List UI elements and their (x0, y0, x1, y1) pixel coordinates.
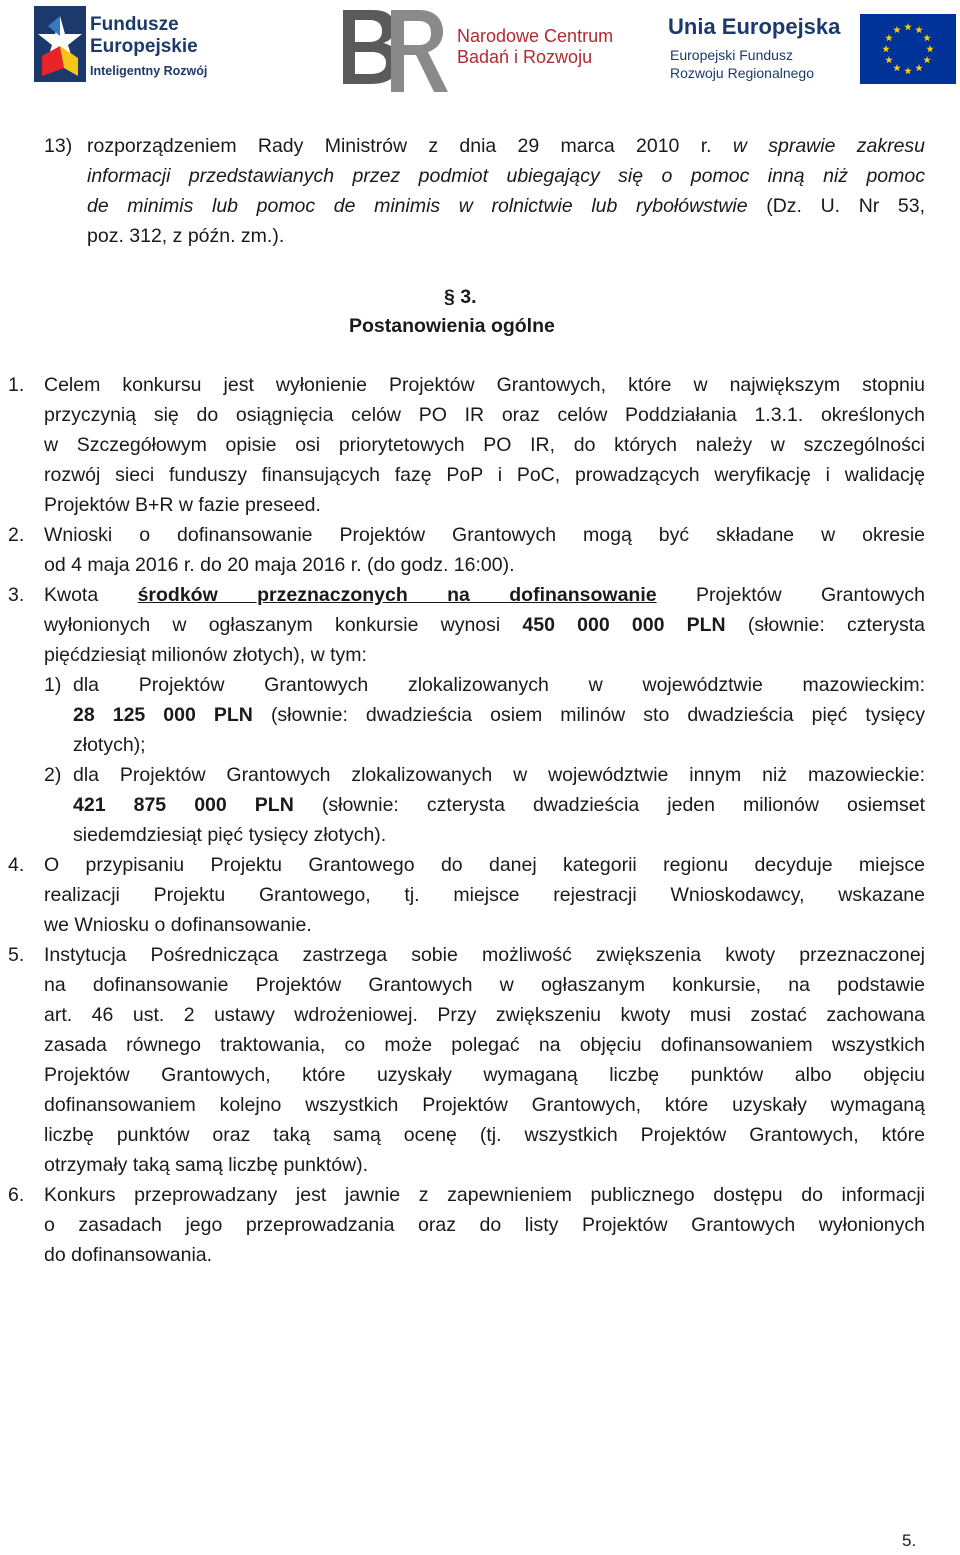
p2-line-1: Wnioski o dofinansowanie Projektów Grantowych mogą być składane w okresie (44, 524, 925, 546)
fundusze-europejskie-logo (34, 6, 234, 88)
p5-line-4: zasada równego traktowania, co może polegać na objęciu dofinansowaniem wszystkich (44, 1034, 925, 1056)
p1-line-5: Projektów B+R w fazie preseed. (44, 494, 321, 516)
eu-flag-icon (860, 14, 956, 84)
p6-line-2: o zasadach jego przeprowadzania oraz do listy Projektów Grantowych wyłonionych (44, 1214, 925, 1236)
p1-line-4: rozwój sieci funduszy finansujących fazę PoP i PoC, prowadzących weryfikację i walidację (44, 464, 925, 486)
p2-number: 2. (8, 524, 25, 546)
p3-s1-line-3: złotych); (73, 734, 146, 756)
ncbr-line2: Badań i Rozwoju (457, 47, 593, 67)
ue-sub-line1: Europejski Fundusz (670, 47, 793, 63)
ncbr-logo (335, 4, 614, 96)
page-number: 5. (902, 1531, 917, 1550)
prev-line-3b: (Dz. U. Nr 53, (766, 195, 925, 217)
p3-s1-line-2a: 28 125 000 PLN (73, 704, 253, 726)
fe-line1: Fundusze (90, 14, 179, 35)
p5-line-6: dofinansowaniem kolejno wszystkich Projektów Grantowych, które uzyskały wymaganą (44, 1094, 925, 1116)
prev-line-2: informacji przedstawianych przez podmiot ubiegający się o pomoc inną niż pomoc (87, 165, 925, 187)
p3-line-1a: Kwota (44, 584, 99, 606)
prev-line-3 (87, 191, 925, 221)
prev-line-1b: w sprawie zakresu (732, 135, 926, 157)
unia-europejska-logo (668, 6, 960, 92)
p6-number: 6. (8, 1184, 25, 1206)
fe-star-emblem-icon (34, 6, 86, 82)
p3-number: 3. (8, 584, 25, 606)
p3-s1-number: 1) (44, 674, 62, 696)
p3-line-3: pięćdziesiąt milionów złotych), w tym: (44, 644, 367, 666)
p3-line-1c: Projektów Grantowych (695, 584, 925, 606)
p1-line-2: przyczynią się do osiągnięcia celów PO IR oraz celów Poddziałania 1.3.1. określonych (44, 404, 925, 426)
p3-s2-line-2a: 421 875 000 PLN (73, 794, 294, 816)
p5-line-8: otrzymały taką samą liczbę punktów). (44, 1154, 369, 1176)
prev-line-3a: de minimis lub pomoc de minimis w rolnictwie lub rybołówstwie (87, 195, 748, 217)
p1-line-3: w Szczegółowym opisie osi priorytetowych PO IR, do których należy w szczególności (44, 434, 925, 456)
p5-line-1: Instytucja Pośrednicząca zastrzega sobie możliwość zwiększenia kwoty przeznaczonej (44, 944, 925, 966)
p3-s2-line-3: siedemdziesiąt pięć tysięcy złotych). (73, 824, 387, 846)
p4-number: 4. (8, 854, 25, 876)
p5-line-7: liczbę punktów oraz taką samą ocenę (tj. wszystkich Projektów Grantowych, które (44, 1124, 925, 1146)
p4-line-1: O przypisaniu Projektu Grantowego do danej kategorii regionu decyduje miejsce (44, 854, 925, 876)
p3-line-2a: wyłonionych w ogłaszanym konkursie wynosi (44, 614, 501, 636)
p3-line-2 (44, 610, 925, 640)
fe-subtitle: Inteligentny Rozwój (90, 64, 208, 78)
p3-line-1b: środków przeznaczonych na dofinansowanie (137, 584, 657, 606)
p3-s2-number: 2) (44, 764, 62, 786)
p6-line-3: do dofinansowania. (44, 1244, 213, 1266)
p2-line-2: od 4 maja 2016 r. do 20 maja 2016 r. (do godz. 16:00). (44, 554, 515, 576)
p3-line-1 (44, 580, 925, 610)
p3-s1-line-1: dla Projektów Grantowych zlokalizowanych w województwie mazowieckim: (73, 674, 925, 696)
section-title: Postanowienia ogólne (349, 315, 555, 337)
p4-line-3: we Wniosku o dofinansowanie. (44, 914, 312, 936)
prev-line-4: poz. 312, z późn. zm.). (87, 225, 285, 247)
fe-line2: Europejskie (90, 36, 198, 57)
p3-line-2c: (słownie: czterysta (747, 614, 925, 636)
prev-line-1a: rozporządzeniem Rady Ministrów z dnia 29 marca 2010 r. (87, 135, 712, 157)
p5-line-3: art. 46 ust. 2 ustawy wdrożeniowej. Przy zwiększeniu kwoty musi zostać zachowana (44, 1004, 925, 1026)
p3-s1-line-2b: (słownie: dwadzieścia osiem milinów sto dwadzieścia pięć tysięcy (270, 704, 926, 726)
p3-s2-line-2b: (słownie: czterysta dwadzieścia jeden milionów osiemset (321, 794, 926, 816)
ncbr-br-emblem-icon (335, 4, 453, 96)
ncbr-line1: Narodowe Centrum (457, 26, 614, 46)
header-logos (0, 0, 960, 100)
p5-line-5: Projektów Grantowych, które uzyskały wymaganą liczbę punktów albo objęciu (44, 1064, 925, 1086)
p4-line-2: realizacji Projektu Grantowego, tj. miejsce rejestracji Wnioskodawcy, wskazane (44, 884, 925, 906)
p3-s2-line-2 (73, 790, 925, 820)
p6-line-1: Konkurs przeprowadzany jest jawnie z zapewnieniem publicznego dostępu do informacji (44, 1184, 925, 1206)
section-number: § 3. (444, 286, 477, 308)
p1-number: 1. (8, 374, 25, 396)
ue-sub-line2: Rozwoju Regionalnego (670, 65, 814, 81)
prev-line-1 (87, 131, 925, 161)
p1-line-1: Celem konkursu jest wyłonienie Projektów Grantowych, które w największym stopniu (44, 374, 925, 396)
p5-number: 5. (8, 944, 25, 966)
p3-s1-line-2 (73, 700, 925, 730)
p3-line-2b: 450 000 000 PLN (522, 614, 726, 636)
p5-line-2: na dofinansowanie Projektów Grantowych w ogłaszanym konkursie, na podstawie (44, 974, 925, 996)
ue-title: Unia Europejska (668, 14, 841, 39)
prev-item-number: 13) (44, 135, 73, 157)
p3-s2-line-1: dla Projektów Grantowych zlokalizowanych w województwie innym niż mazowieckie: (73, 764, 925, 786)
